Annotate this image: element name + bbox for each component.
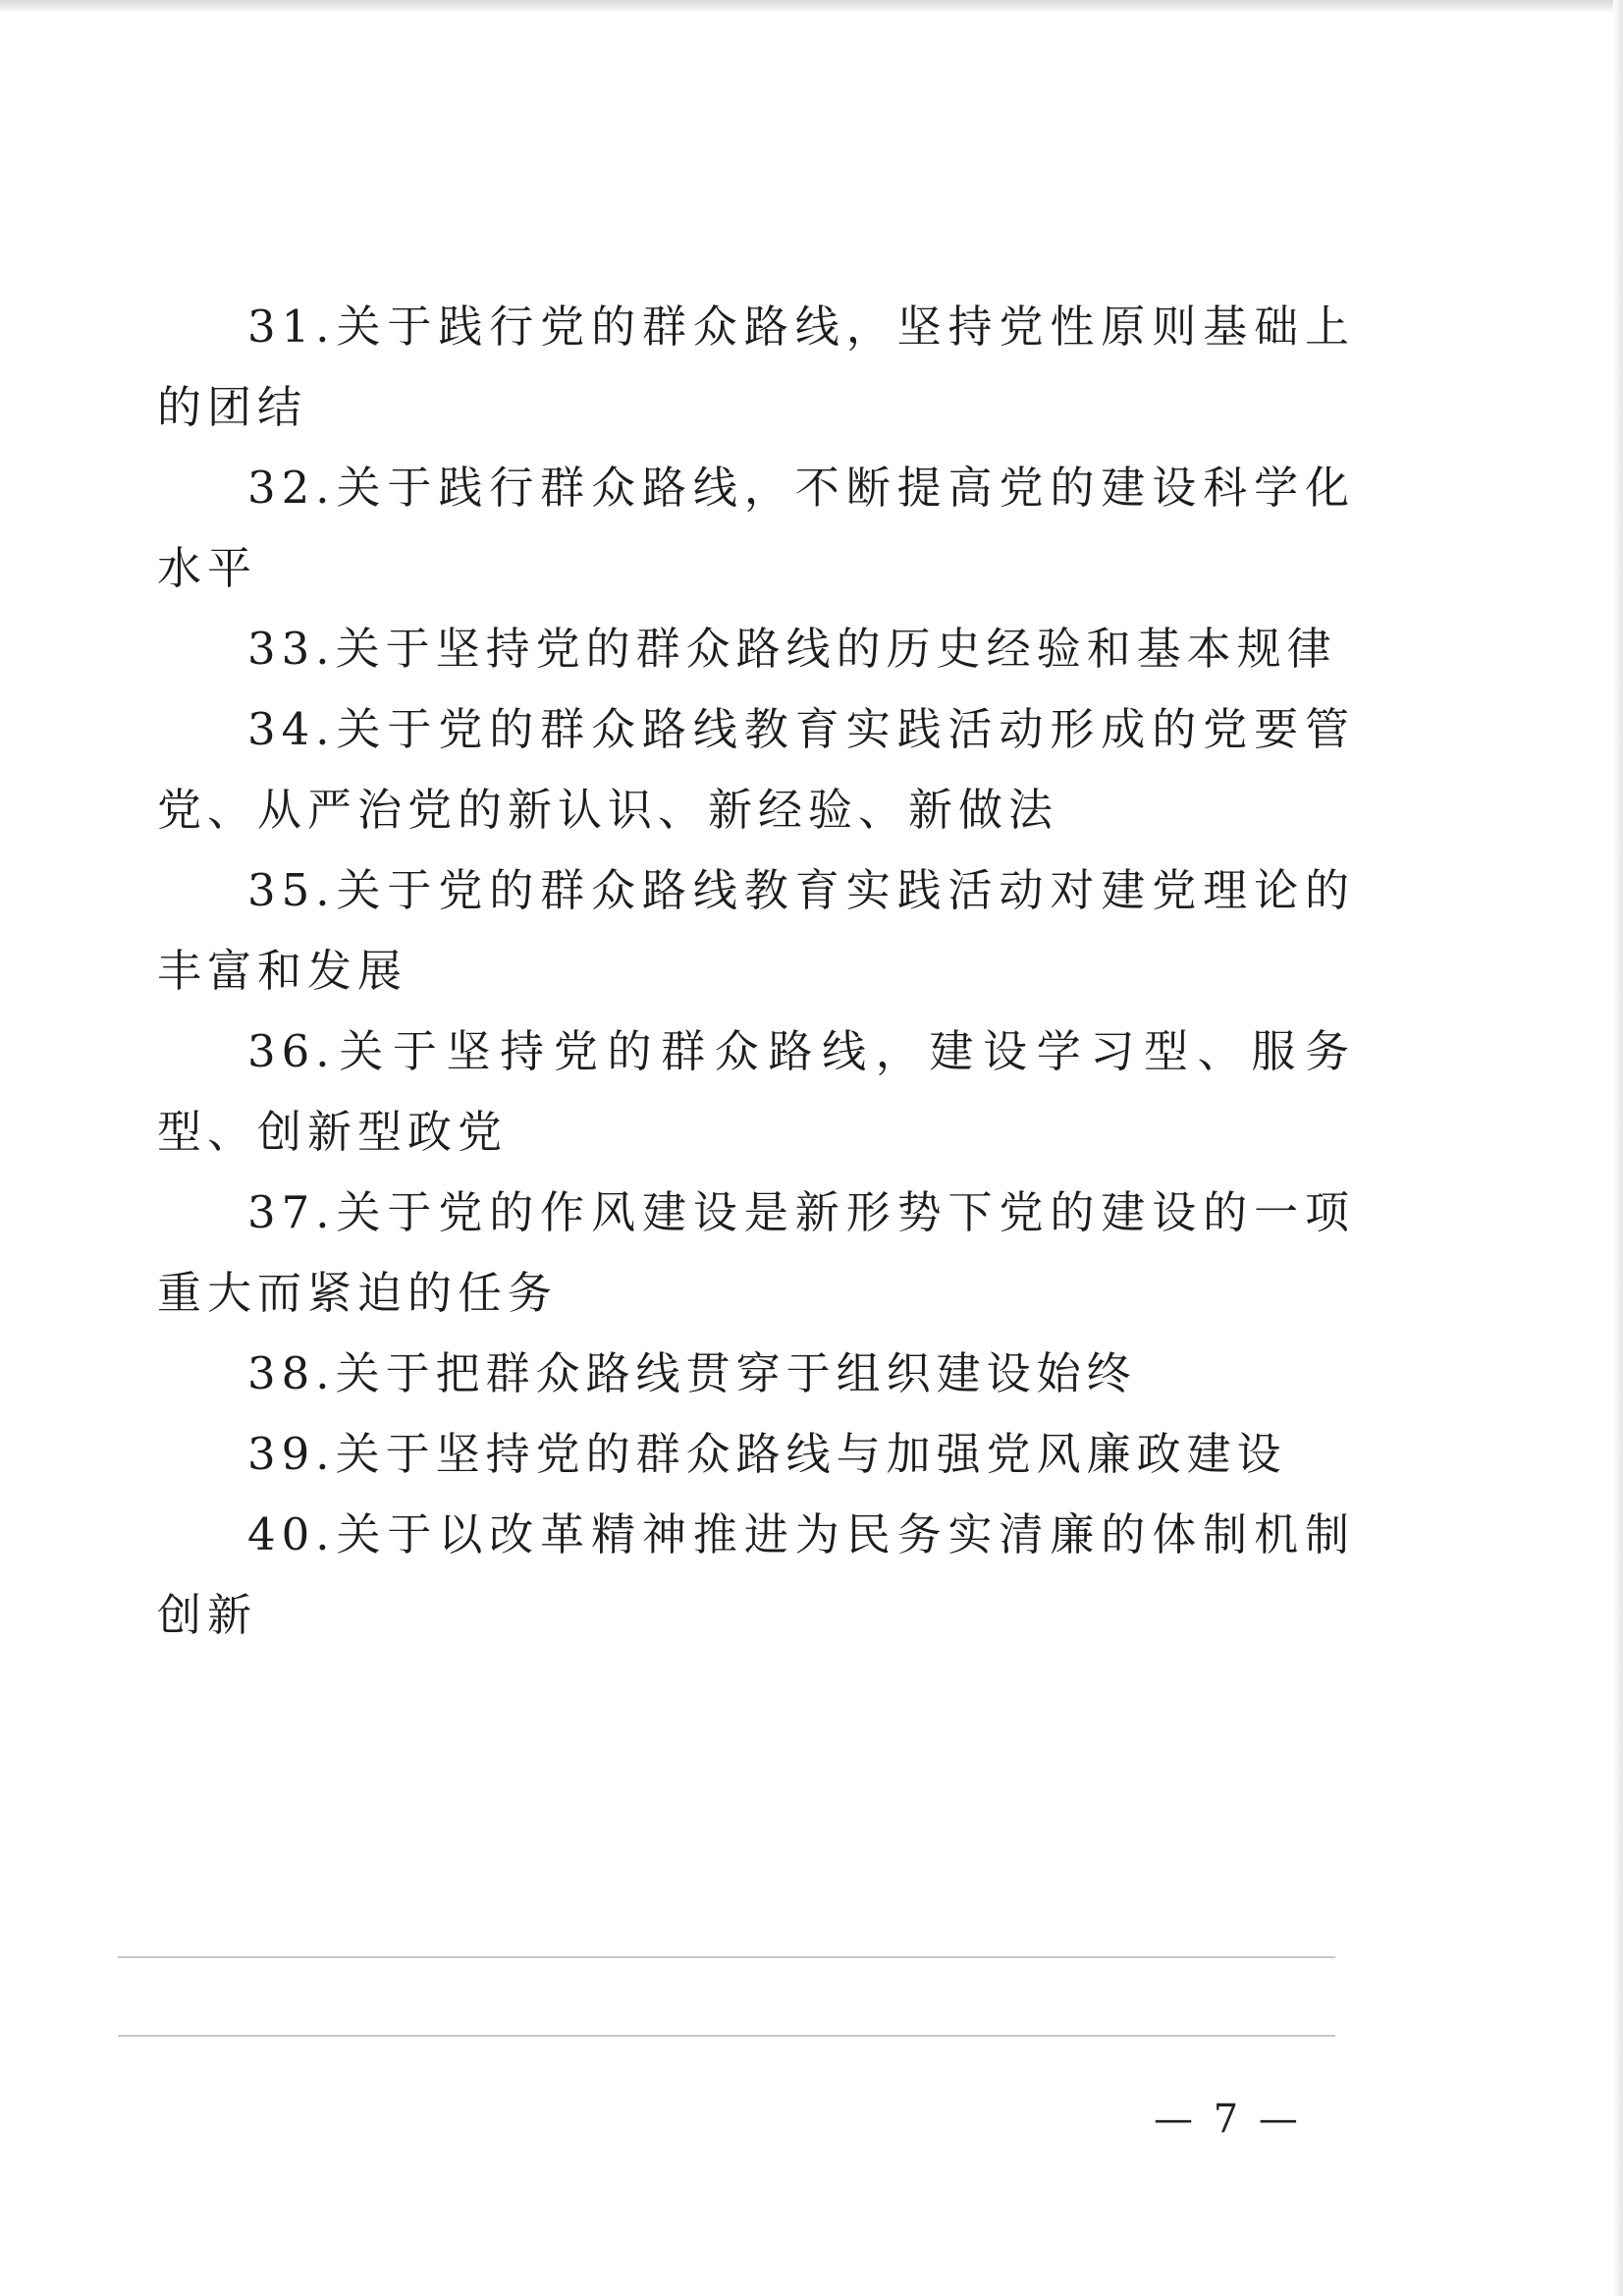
list-item: 32.关于践行群众路线，不断提高党的建设科学化水平	[157, 462, 1355, 594]
list-item: 37.关于党的作风建设是新形势下党的建设的一项重大而紧迫的任务	[157, 1186, 1355, 1319]
topic-list	[157, 287, 1355, 1656]
scan-top-edge	[0, 0, 1623, 14]
scan-right-edge	[1613, 0, 1623, 2296]
list-item: 40.关于以改革精神推进为民务实清廉的体制机制创新	[157, 1508, 1355, 1641]
list-item: 38.关于把群众路线贯穿于组织建设始终	[247, 1347, 1137, 1399]
footer-divider-top	[118, 1956, 1335, 1958]
list-item: 36.关于坚持党的群众路线，建设学习型、服务型、创新型政党	[157, 1025, 1355, 1158]
list-item: 34.关于党的群众路线教育实践活动形成的党要管党、从严治党的新认识、新经验、新做法	[157, 703, 1355, 836]
list-item: 33.关于坚持党的群众路线的历史经验和基本规律	[247, 623, 1337, 675]
list-item: 35.关于党的群众路线教育实践活动对建党理论的丰富和发展	[157, 864, 1355, 997]
page-number: — 7 —	[1154, 2097, 1302, 2142]
list-item: 39.关于坚持党的群众路线与加强党风廉政建设	[247, 1428, 1287, 1480]
footer-divider-bottom	[118, 2035, 1335, 2037]
list-item: 31.关于践行党的群众路线，坚持党性原则基础上的团结	[157, 301, 1355, 433]
